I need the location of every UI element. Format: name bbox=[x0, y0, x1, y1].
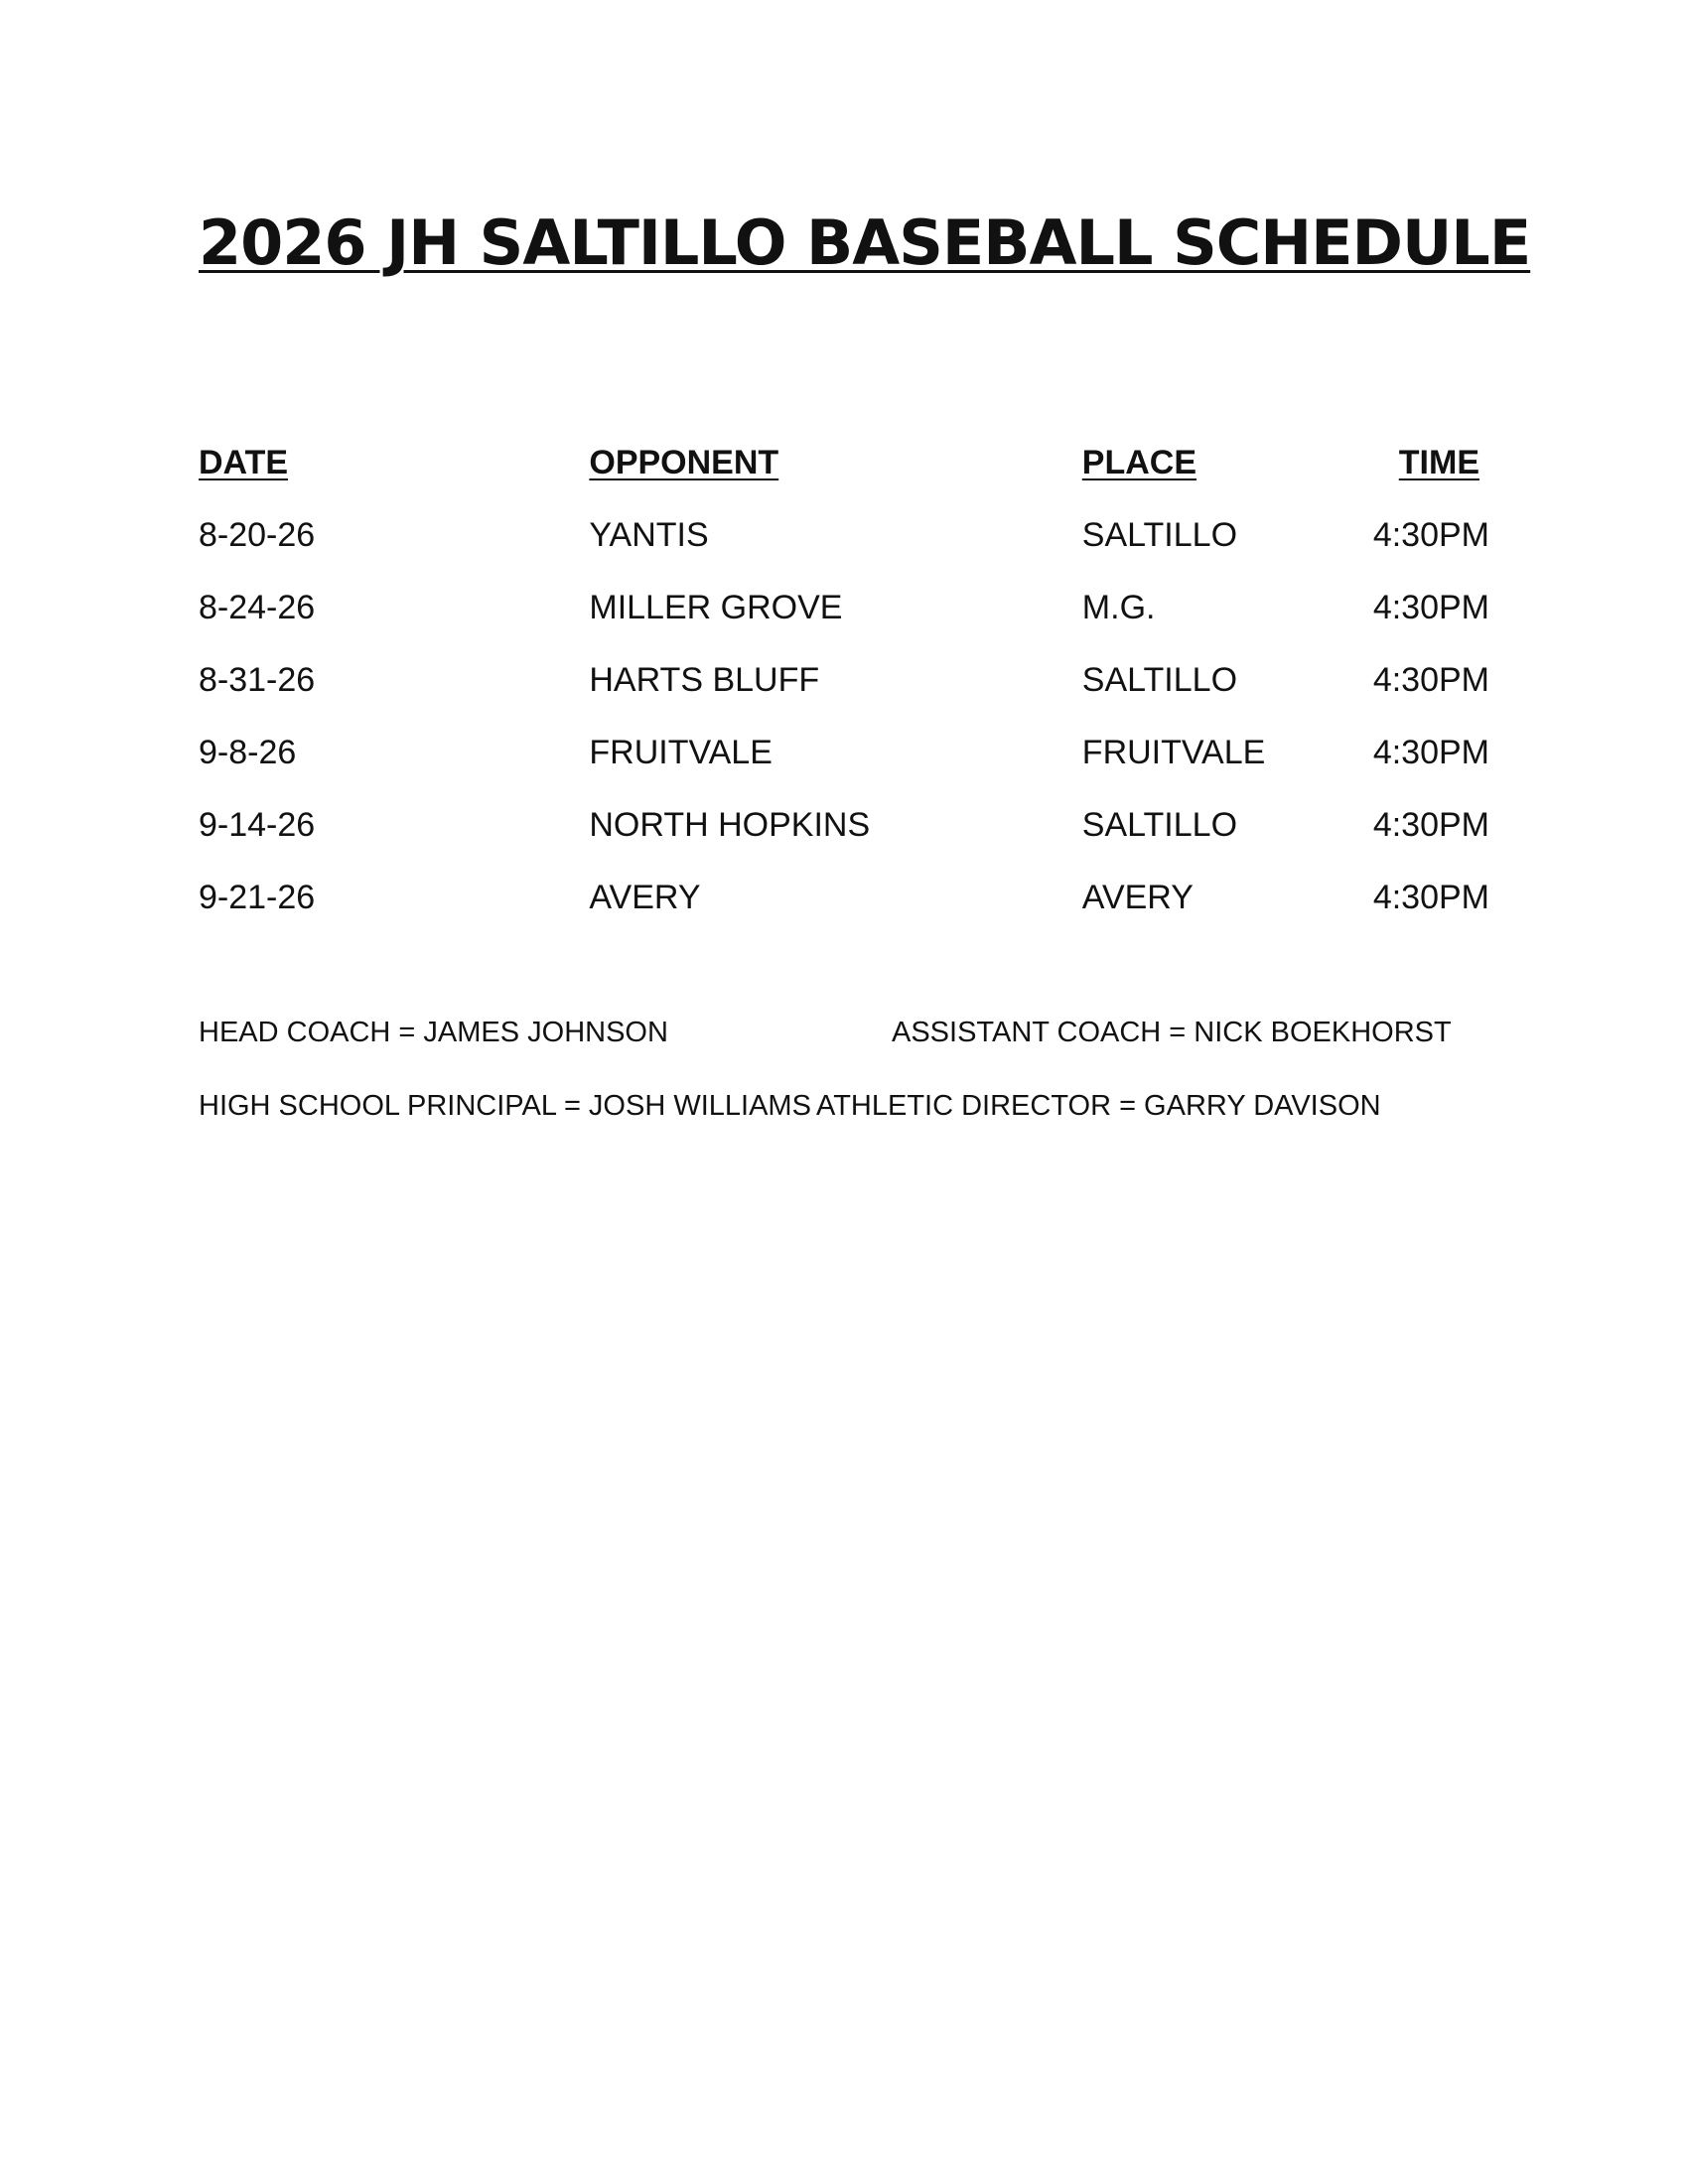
table-header-row bbox=[199, 427, 1489, 499]
game-opponent: HARTS BLUFF bbox=[589, 661, 820, 699]
column-header-place: PLACE bbox=[1081, 444, 1197, 481]
game-opponent: YANTIS bbox=[589, 516, 709, 554]
game-time: 4:30PM bbox=[1372, 806, 1489, 844]
game-date: 9-14-26 bbox=[199, 806, 316, 844]
page-title: 2026 JH SALTILLO BASEBALL SCHEDULE bbox=[199, 206, 1531, 279]
table-row bbox=[199, 644, 1489, 717]
game-time: 4:30PM bbox=[1372, 516, 1489, 554]
high-school-principal: HIGH SCHOOL PRINCIPAL = JOSH WILLIAMS bbox=[199, 1090, 811, 1122]
game-opponent: NORTH HOPKINS bbox=[589, 806, 871, 844]
game-date: 9-8-26 bbox=[199, 734, 297, 771]
game-place: SALTILLO bbox=[1081, 661, 1238, 699]
game-time: 4:30PM bbox=[1372, 734, 1489, 771]
game-time: 4:30PM bbox=[1372, 879, 1489, 916]
column-header-opponent: OPPONENT bbox=[589, 444, 779, 481]
game-place: SALTILLO bbox=[1081, 806, 1238, 844]
column-header-time: TIME bbox=[1398, 444, 1479, 481]
game-date: 9-21-26 bbox=[199, 879, 316, 916]
game-date: 8-31-26 bbox=[199, 661, 316, 699]
game-place: SALTILLO bbox=[1081, 516, 1238, 554]
table-row bbox=[199, 499, 1489, 572]
table-row bbox=[199, 572, 1489, 644]
game-place: FRUITVALE bbox=[1081, 734, 1266, 771]
assistant-coach: ASSISTANT COACH = NICK BOEKHORST bbox=[892, 1017, 1452, 1048]
game-time: 4:30PM bbox=[1372, 589, 1489, 626]
schedule-table bbox=[199, 427, 1489, 934]
game-date: 8-20-26 bbox=[199, 516, 316, 554]
athletic-director: ATHLETIC DIRECTOR = GARRY DAVISON bbox=[816, 1090, 1381, 1122]
game-opponent: AVERY bbox=[589, 879, 701, 916]
table-row bbox=[199, 789, 1489, 862]
head-coach: HEAD COACH = JAMES JOHNSON bbox=[199, 1017, 668, 1048]
table-row bbox=[199, 862, 1489, 934]
game-place: AVERY bbox=[1081, 879, 1194, 916]
game-place: M.G. bbox=[1081, 589, 1156, 626]
game-opponent: FRUITVALE bbox=[589, 734, 773, 771]
game-opponent: MILLER GROVE bbox=[589, 589, 843, 626]
table-row bbox=[199, 717, 1489, 789]
game-time: 4:30PM bbox=[1372, 661, 1489, 699]
column-header-date: DATE bbox=[199, 444, 289, 481]
game-date: 8-24-26 bbox=[199, 589, 316, 626]
